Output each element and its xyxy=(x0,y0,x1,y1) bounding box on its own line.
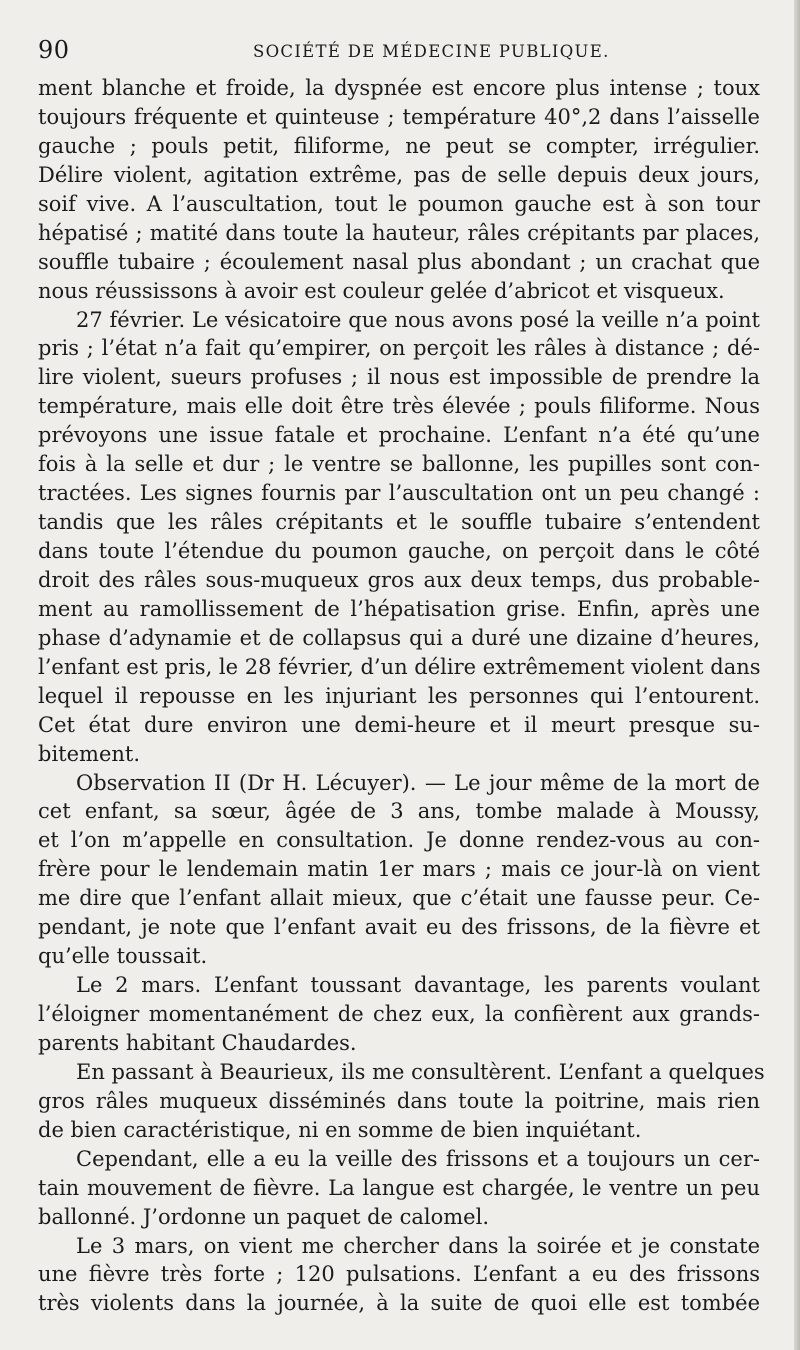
text-line: l’enfant est pris, le 28 février, d’un délire extrêmement violent dans xyxy=(38,654,761,679)
text-line: hépatisé ; matité dans toute la hauteur, râles crépitants par places, xyxy=(38,220,760,245)
text-line: frère pour le lendemain matin 1er mars ; mais ce jour-là on vient xyxy=(38,857,760,882)
text-line: bitement. xyxy=(38,741,141,766)
text-line: droit des râles sous-muqueux gros aux deux temps, dus probable- xyxy=(38,567,760,592)
page-header xyxy=(38,34,758,64)
text-line: et l’on m’appelle en consultation. Je donne rendez-vous au con- xyxy=(38,828,760,853)
text-line: En passant à Beaurieux, ils me consultèrent. L’enfant a quelques xyxy=(76,1059,765,1084)
text-line: Observation II (Dr H. Lécuyer). — Le jour même de la mort de xyxy=(76,770,760,795)
text-line: parents habitant Chaudardes. xyxy=(38,1030,357,1055)
page-edge xyxy=(794,0,800,1350)
running-head: SOCIÉTÉ DE MÉDECINE PUBLIQUE. xyxy=(253,42,610,61)
text-line: ment blanche et froide, la dyspnée est encore plus intense ; toux xyxy=(38,76,760,100)
text-line: l’éloigner momentanément de chez eux, la confièrent aux grands- xyxy=(38,1002,760,1026)
text-line: tandis que les râles crépitants et le souffle tubaire s’entendent xyxy=(38,510,760,535)
text-line: soif vive. A l’auscultation, tout le poumon gauche est à son tour xyxy=(38,191,760,216)
text-line: pendant, je note que l’enfant avait eu des frissons, de la fièvre et xyxy=(38,915,760,940)
text-line: lire violent, sueurs profuses ; il nous est impossible de prendre la xyxy=(38,365,760,390)
text-line: ment au ramollissement de l’hépatisation grise. Enfin, après une xyxy=(38,596,760,621)
text-line: très violents dans la journée, à la suite de quoi elle est tombée xyxy=(38,1291,760,1316)
text-line: qu’elle toussait. xyxy=(38,944,208,969)
text-line: cet enfant, sa sœur, âgée de 3 ans, tombe malade à Moussy, xyxy=(38,799,760,824)
body-text xyxy=(38,74,765,1318)
text-line: nous réussissons à avoir est couleur gelée d’abricot et visqueux. xyxy=(38,278,725,303)
text-line: gauche ; pouls petit, filiforme, ne peut se compter, irrégulier. xyxy=(38,133,760,158)
text-line: Le 2 mars. L’enfant toussant davantage, les parents voulant xyxy=(76,973,760,998)
text-line: lequel il repousse en les injuriant les personnes qui l’entourent. xyxy=(38,683,760,708)
text-line: souffle tubaire ; écoulement nasal plus abondant ; un crachat que xyxy=(38,249,760,274)
text-line: Cependant, elle a eu la veille des frissons et a toujours un cer- xyxy=(76,1146,760,1171)
text-line: Le 3 mars, on vient me chercher dans la soirée et je constate xyxy=(76,1233,760,1258)
text-line: pris ; l’état n’a fait qu’empirer, on perçoit les râles à distance ; dé- xyxy=(38,336,760,361)
text-line: phase d’adynamie et de collapsus qui a duré une dizaine d’heures, xyxy=(38,625,760,650)
text-line: une fièvre très forte ; 120 pulsations. L’enfant a eu des frissons xyxy=(38,1262,760,1287)
text-line: tractées. Les signes fournis par l’auscultation ont un peu changé : xyxy=(38,481,760,506)
text-line: Délire violent, agitation extrême, pas de selle depuis deux jours, xyxy=(38,162,760,187)
text-line: toujours fréquente et quinteuse ; température 40°,2 dans l’aisselle xyxy=(38,104,760,129)
text-line: ballonné. J’ordonne un paquet de calomel. xyxy=(38,1204,489,1229)
text-line: Cet état dure environ une demi-heure et il meurt presque su- xyxy=(38,712,760,737)
text-line: tain mouvement de fièvre. La langue est chargée, le ventre un peu xyxy=(38,1175,760,1200)
text-line: température, mais elle doit être très élevée ; pouls filiforme. Nous xyxy=(38,394,760,419)
text-line: dans toute l’étendue du poumon gauche, on perçoit dans le côté xyxy=(38,539,760,563)
text-line: de bien caractéristique, ni en somme de bien inquiétant. xyxy=(38,1117,642,1142)
text-line: gros râles muqueux disséminés dans toute la poitrine, mais rien xyxy=(38,1088,760,1113)
text-line: me dire que l’enfant allait mieux, que c’était une fausse peur. Ce- xyxy=(38,886,760,911)
text-line: prévoyons une issue fatale et prochaine. L’enfant n’a été qu’une xyxy=(38,423,760,448)
page-number: 90 xyxy=(38,36,70,64)
text-line: fois à la selle et dur ; le ventre se ballonne, les pupilles sont con- xyxy=(38,452,760,477)
text-line: 27 février. Le vésicatoire que nous avons posé la veille n’a point xyxy=(76,307,760,332)
